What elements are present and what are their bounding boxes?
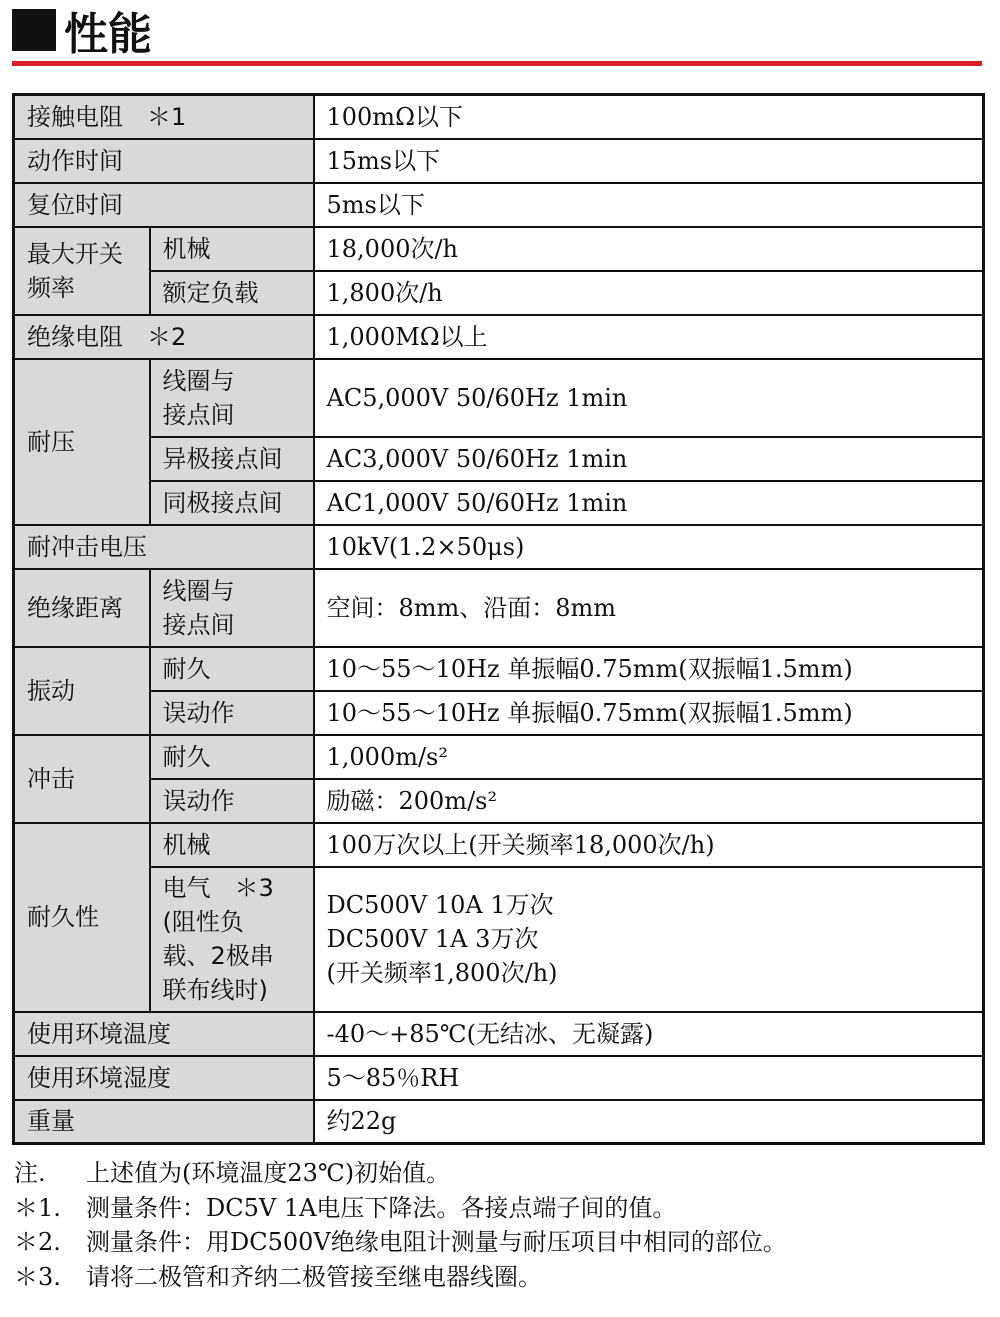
row-value: AC5,000V 50/60Hz 1min (314, 359, 984, 437)
row-sublabel: 误动作 (150, 691, 314, 735)
footnote-text: 请将二极管和齐纳二极管接至继电器线圈。 (86, 1262, 542, 1291)
table-row (14, 1056, 984, 1100)
row-value (314, 867, 984, 1012)
table-row (14, 647, 984, 691)
footnote-mark: 注. (14, 1159, 46, 1187)
table-row (14, 139, 984, 183)
row-group-label (14, 227, 150, 315)
title-divider (12, 61, 982, 66)
row-sublabel: 耐久 (150, 647, 314, 691)
footnote-item (14, 1225, 984, 1260)
group-label-line: 频率 (27, 273, 75, 302)
row-sublabel (150, 359, 314, 437)
row-value: 5～85％RH (314, 1056, 984, 1100)
sublabel-line: (阻性负 (162, 908, 244, 936)
table-row (14, 481, 984, 525)
table-row (14, 569, 984, 647)
value-line: (开关频率1,800次/h) (326, 959, 558, 987)
table-row (14, 95, 984, 139)
row-sublabel: 机械 (150, 823, 314, 867)
table-row (14, 1012, 984, 1056)
row-label: 复位时间 (14, 183, 314, 227)
spec-table (12, 93, 985, 1145)
table-row (14, 227, 984, 271)
row-group-label: 冲击 (14, 735, 150, 823)
row-sublabel: 同极接点间 (150, 481, 314, 525)
sublabel-line: 电气 ＊3 (162, 874, 274, 902)
row-label: 耐冲击电压 (14, 525, 314, 569)
table-row (14, 437, 984, 481)
row-group-label: 耐久性 (14, 823, 150, 1012)
sublabel-line: 载、2极串 (162, 942, 274, 970)
page-title (12, 0, 152, 60)
row-label: 动作时间 (14, 139, 314, 183)
square-bullet-icon (12, 9, 56, 51)
sublabel-line: 接点间 (162, 610, 235, 639)
row-label: 重量 (14, 1100, 314, 1144)
table-row (14, 1100, 984, 1144)
footnote-text: 测量条件：用DC500V绝缘电阻计测量与耐压项目中相同的部位。 (86, 1228, 787, 1256)
footnote-mark: ＊3. (14, 1262, 61, 1291)
row-sublabel (150, 569, 314, 647)
row-sublabel: 异极接点间 (150, 437, 314, 481)
row-value: 1,000MΩ以上 (314, 315, 984, 359)
group-label-line: 最大开关 (27, 239, 123, 268)
row-label: 使用环境温度 (14, 1012, 314, 1056)
row-group-label: 耐压 (14, 359, 150, 525)
table-row (14, 691, 984, 735)
table-row (14, 779, 984, 823)
footnotes (14, 1156, 984, 1294)
footnote-item (14, 1156, 984, 1191)
row-sublabel: 耐久 (150, 735, 314, 779)
row-value: 空间：8mm、沿面：8mm (314, 569, 984, 647)
row-value: 10～55～10Hz 单振幅0.75mm(双振幅1.5mm) (314, 647, 984, 691)
footnote-text: 测量条件：DC5V 1A电压下降法。各接点端子间的值。 (86, 1193, 677, 1222)
row-value: 励磁：200m/s² (314, 779, 984, 823)
row-value: 1,000m/s² (314, 735, 984, 779)
row-group-label: 绝缘距离 (14, 569, 150, 647)
footnote-item (14, 1191, 984, 1226)
sublabel-line: 线圈与 (162, 366, 235, 395)
row-value: 100万次以上(开关频率18,000次/h) (314, 823, 984, 867)
row-value: 10～55～10Hz 单振幅0.75mm(双振幅1.5mm) (314, 691, 984, 735)
value-line: DC500V 1A 3万次 (326, 925, 539, 953)
row-value: 18,000次/h (314, 227, 984, 271)
row-label: 接触电阻 ＊1 (14, 95, 314, 139)
row-value: AC3,000V 50/60Hz 1min (314, 437, 984, 481)
footnote-text: 上述值为(环境温度23℃)初始值。 (86, 1159, 451, 1187)
table-row (14, 823, 984, 867)
value-line: DC500V 10A 1万次 (326, 891, 554, 919)
table-row (14, 183, 984, 227)
row-sublabel: 机械 (150, 227, 314, 271)
row-value: 约22g (314, 1100, 984, 1144)
sublabel-line: 联布线时) (162, 976, 268, 1004)
table-row (14, 271, 984, 315)
row-group-label: 振动 (14, 647, 150, 735)
page-title-text: 性能 (64, 9, 152, 60)
row-value: -40～+85℃(无结冰、无凝露) (314, 1012, 984, 1056)
row-value: 1,800次/h (314, 271, 984, 315)
footnote-mark: ＊2. (14, 1228, 61, 1256)
row-value: 100mΩ以下 (314, 95, 984, 139)
row-sublabel: 误动作 (150, 779, 314, 823)
row-value: 10kV(1.2×50μs) (314, 525, 984, 569)
row-sublabel: 额定负载 (150, 271, 314, 315)
table-row (14, 867, 984, 1012)
footnote-item (14, 1260, 984, 1295)
footnote-mark: ＊1. (14, 1193, 61, 1222)
row-value: 15ms以下 (314, 139, 984, 183)
row-label: 使用环境湿度 (14, 1056, 314, 1100)
row-label: 绝缘电阻 ＊2 (14, 315, 314, 359)
row-value: AC1,000V 50/60Hz 1min (314, 481, 984, 525)
table-row (14, 735, 984, 779)
sublabel-line: 线圈与 (162, 576, 235, 605)
row-value: 5ms以下 (314, 183, 984, 227)
sublabel-line: 接点间 (162, 400, 235, 429)
table-row (14, 359, 984, 437)
table-row (14, 315, 984, 359)
table-row (14, 525, 984, 569)
row-sublabel (150, 867, 314, 1012)
